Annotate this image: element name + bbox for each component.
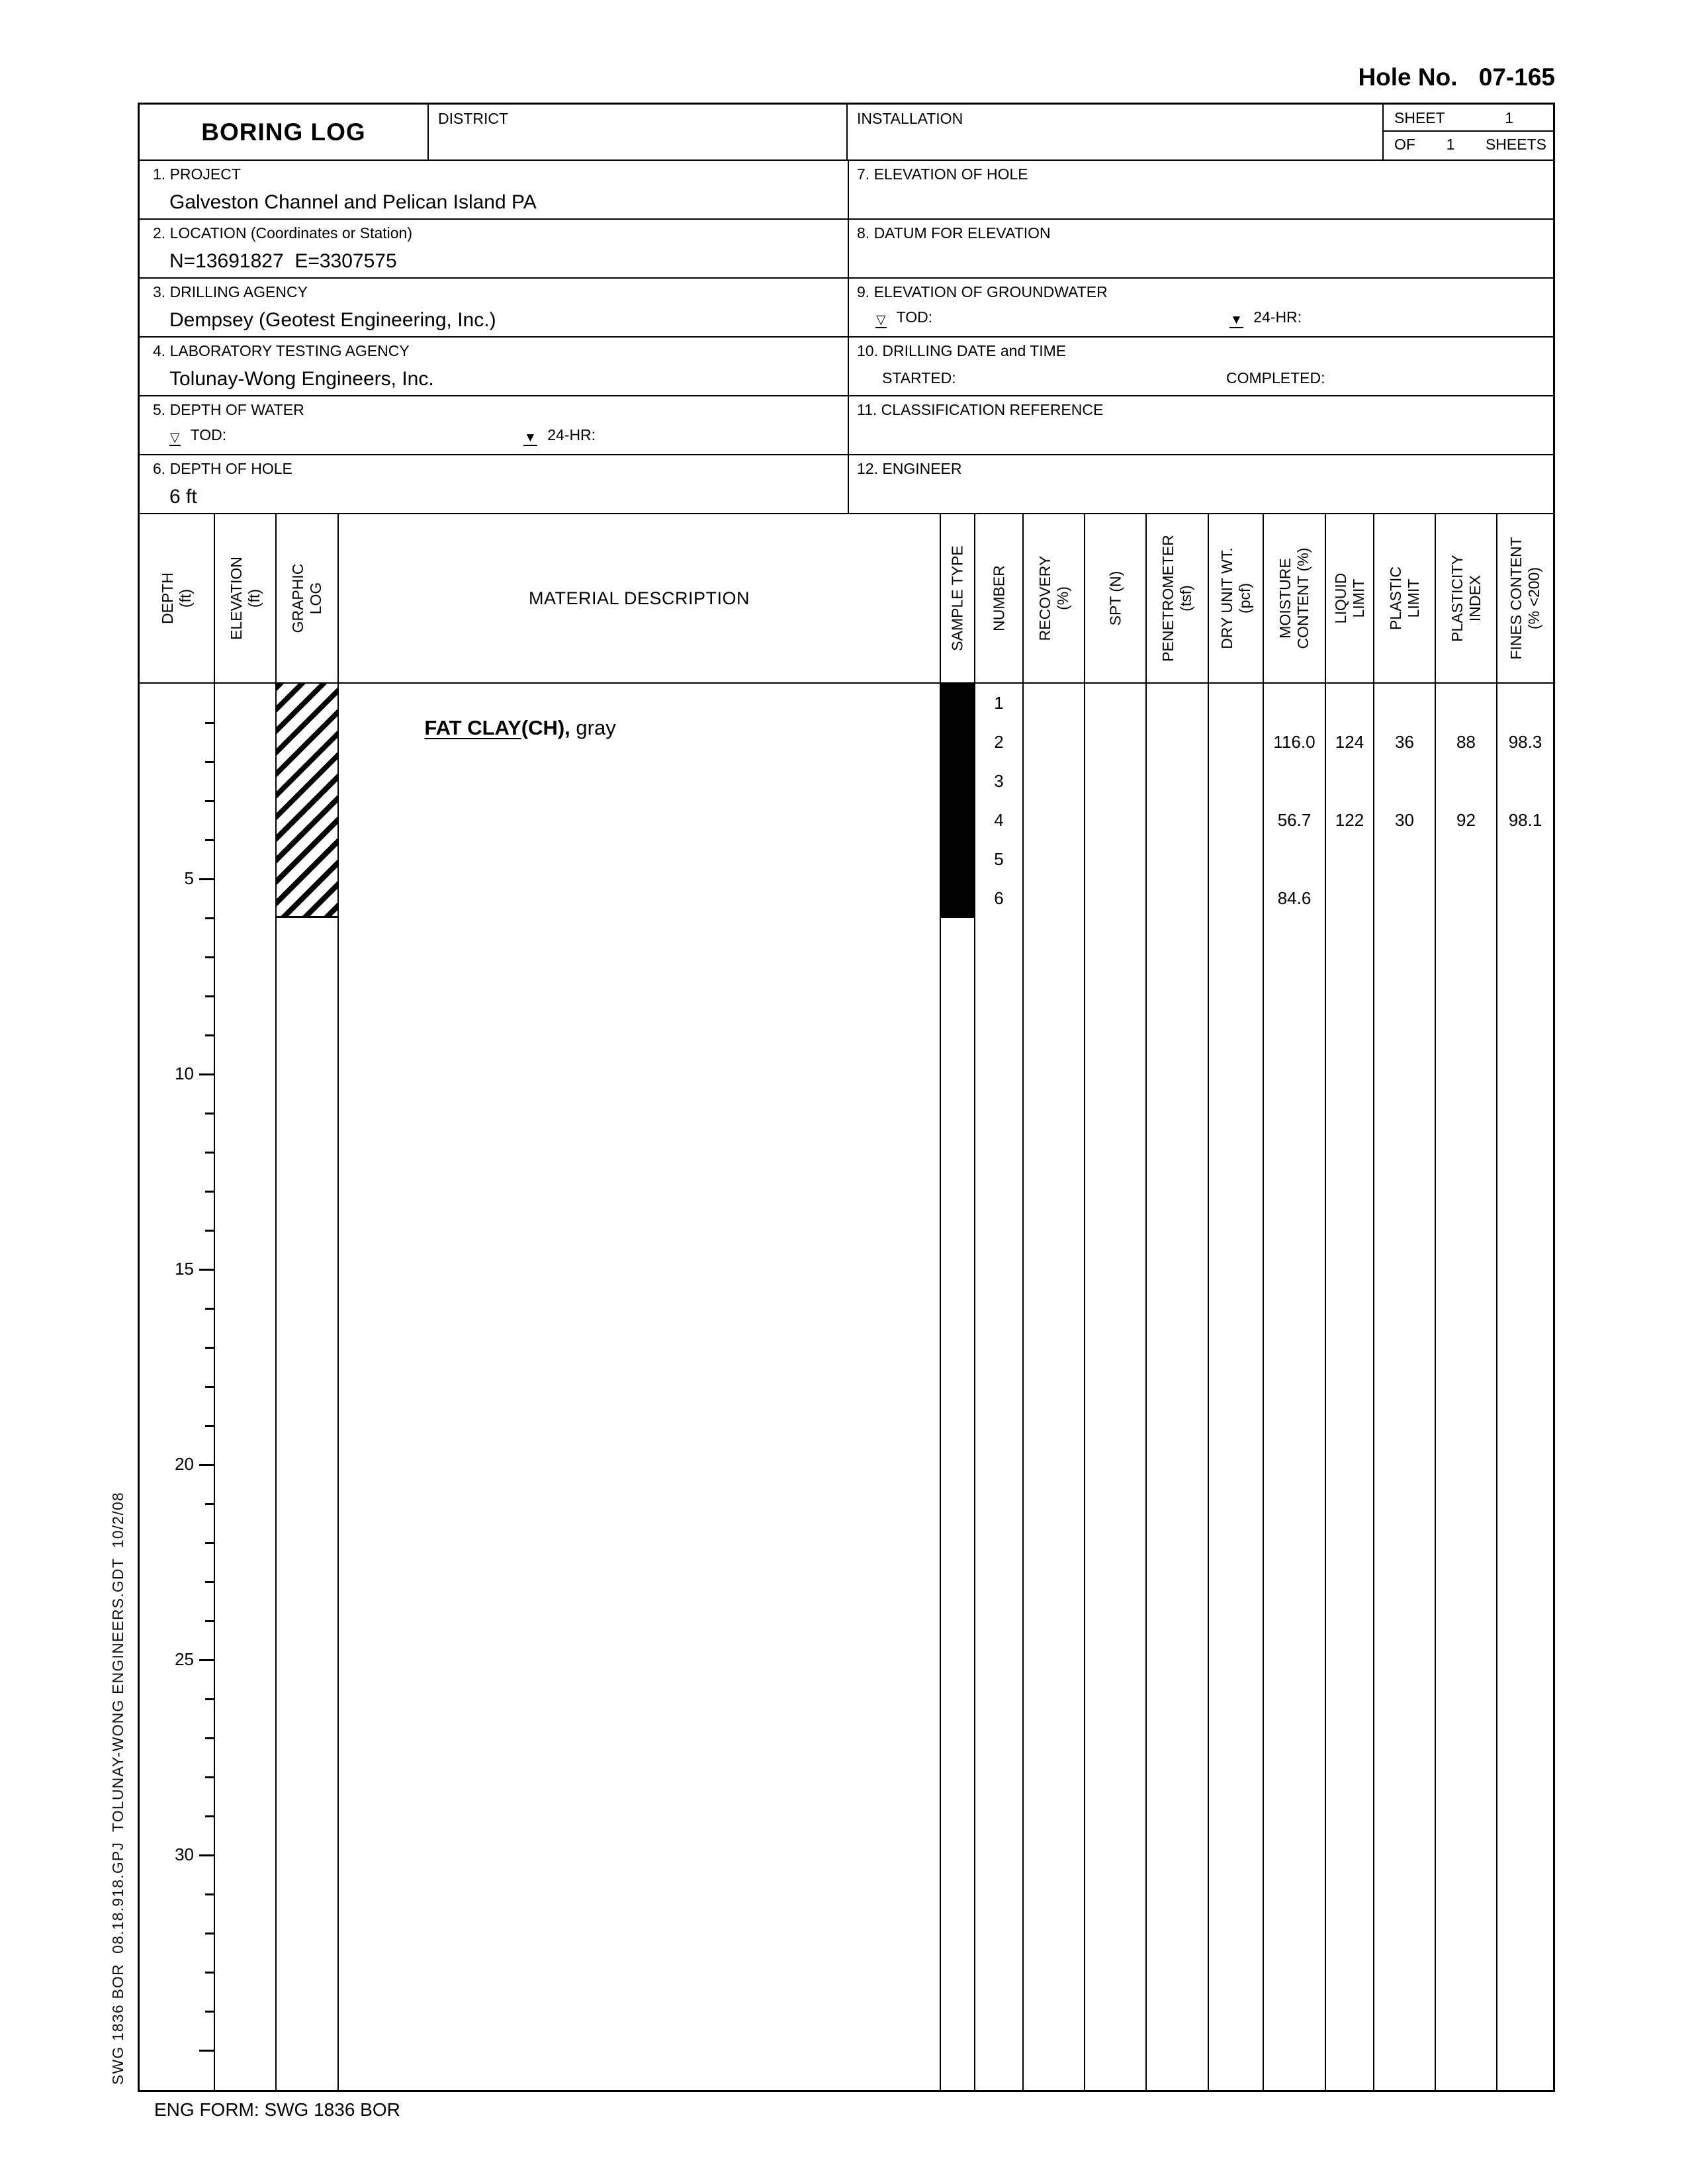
field-classification xyxy=(849,396,1553,454)
samples-plastic-limit xyxy=(1374,684,1435,2090)
fat-clay-hatch-pattern xyxy=(277,684,337,918)
depth-tick xyxy=(205,2011,214,2013)
depth-tick xyxy=(205,1152,214,1154)
depth-tick xyxy=(205,1034,214,1036)
sheets-line xyxy=(1384,132,1553,154)
completed-label: COMPLETED: xyxy=(1226,369,1325,387)
sample-plastic_limit xyxy=(1374,762,1435,801)
depth-tick xyxy=(205,1581,214,1583)
column-liquid-limit-header xyxy=(1326,514,1373,684)
sample-plastic_limit xyxy=(1374,684,1435,723)
depth-tick xyxy=(205,1933,214,1934)
sample-moisture xyxy=(1264,840,1325,879)
elevation-of-hole-label: 7. ELEVATION OF HOLE xyxy=(857,165,1028,183)
depth-tick xyxy=(205,1893,214,1895)
material-description-header-label: MATERIAL DESCRIPTION xyxy=(528,588,750,608)
sheet-number: 1 xyxy=(1505,109,1513,126)
depth-tick xyxy=(205,761,214,763)
drilling-date-label: 10. DRILLING DATE and TIME xyxy=(857,342,1067,359)
depth-tick xyxy=(205,1191,214,1193)
water-level-open-icon: ▽ xyxy=(170,431,180,445)
sample-number: 1 xyxy=(994,693,1004,713)
column-header-line: (pcf) xyxy=(1235,583,1253,614)
groundwater-tod xyxy=(875,308,932,328)
engineer-label: 12. ENGINEER xyxy=(857,460,962,477)
column-header-line: (ft) xyxy=(177,588,194,608)
depth-label: 20 xyxy=(175,1453,194,1474)
sample-number: 3 xyxy=(994,771,1004,791)
project-value: Galveston Channel and Pelican Island PA xyxy=(169,191,537,213)
sample-liquid_limit xyxy=(1326,840,1373,879)
column-number xyxy=(975,514,1024,2090)
column-header-line: DRY UNIT WT. xyxy=(1218,547,1235,649)
sheet-label: SHEET xyxy=(1394,109,1445,126)
samples-liquid-limit xyxy=(1326,684,1373,2090)
depth-tick xyxy=(205,1620,214,1622)
sample-fines_content xyxy=(1497,879,1553,918)
depth-tick xyxy=(205,800,214,802)
form-row-4 xyxy=(140,338,1553,396)
log-table xyxy=(140,514,1553,2090)
depth-tick xyxy=(205,1503,214,1505)
depth-tick xyxy=(205,1386,214,1388)
depth-tick xyxy=(205,1776,214,1778)
depth-axis xyxy=(140,684,214,2090)
location-label: 2. LOCATION (Coordinates or Station) xyxy=(153,224,412,242)
sample-number: 2 xyxy=(994,732,1004,752)
column-liquid-limit xyxy=(1326,514,1374,2090)
column-recovery xyxy=(1024,514,1085,2090)
sidebar-filename-text: SWG 1836 BOR 08.18.918.GPJ TOLUNAY-WONG ENGINEERS.GDT 10/2/08 xyxy=(109,1491,126,2085)
column-material-description-header xyxy=(339,514,940,684)
column-header-line: SPT (N) xyxy=(1106,570,1124,626)
water-level-filled-icon: ▼ xyxy=(1230,313,1243,327)
depth-tick xyxy=(205,1113,214,1115)
hole-number-value: 07-165 xyxy=(1478,64,1555,91)
sample-liquid_limit xyxy=(1326,879,1373,918)
samples-plasticity-index xyxy=(1436,684,1496,2090)
drilling-agency-label: 3. DRILLING AGENCY xyxy=(153,283,308,300)
drilling-started xyxy=(882,369,956,387)
form-row-5 xyxy=(140,396,1553,455)
sample-moisture: 84.6 xyxy=(1277,888,1312,908)
samples-fines-content xyxy=(1497,684,1553,2090)
spt-body xyxy=(1085,684,1145,2090)
column-header-line: LIQUID xyxy=(1331,572,1349,624)
sample-type-bar xyxy=(941,684,974,918)
column-plasticity-index-header xyxy=(1436,514,1496,684)
depth-tick xyxy=(199,1659,214,1661)
column-fines-content-header xyxy=(1497,514,1553,684)
column-header-line: FINES CONTENT xyxy=(1507,537,1525,660)
depth-tick xyxy=(199,1854,214,1856)
hole-number-label: Hole No. xyxy=(1358,64,1458,91)
project-label: 1. PROJECT xyxy=(153,165,241,183)
graphic-log-body xyxy=(277,684,337,2090)
column-header-line: LIMIT xyxy=(1349,578,1367,618)
column-header-line: ELEVATION xyxy=(227,557,245,640)
sample-plastic_limit: 30 xyxy=(1395,810,1414,830)
dry-unit-wt-body xyxy=(1209,684,1263,2090)
material-name: FAT CLAY xyxy=(424,716,521,739)
field-engineer xyxy=(849,455,1553,513)
column-number-header xyxy=(975,514,1022,684)
boring-log-form xyxy=(138,103,1555,2092)
sheet-line xyxy=(1384,105,1553,132)
column-header-line: LIMIT xyxy=(1404,578,1422,618)
column-header-line: (% <200) xyxy=(1525,567,1542,629)
material-modifier: gray xyxy=(570,716,616,739)
field-drilling-date xyxy=(849,338,1553,395)
penetrometer-body xyxy=(1147,684,1208,2090)
column-header-line: (ft) xyxy=(245,588,263,608)
depth-tick xyxy=(205,839,214,841)
samples-moisture xyxy=(1264,684,1325,2090)
column-moisture-content xyxy=(1264,514,1326,2090)
depth-label: 25 xyxy=(175,1649,194,1669)
column-depth-header xyxy=(140,514,214,684)
sample-moisture: 56.7 xyxy=(1277,810,1312,830)
field-district xyxy=(429,105,848,159)
depth-tick xyxy=(199,2050,214,2052)
sample-plasticity_index: 88 xyxy=(1456,732,1476,752)
column-fines-content xyxy=(1497,514,1553,2090)
sample-plasticity_index xyxy=(1436,762,1496,801)
of-number: 1 xyxy=(1446,136,1455,153)
groundwater-24hr xyxy=(1229,308,1302,328)
lab-agency-value: Tolunay-Wong Engineers, Inc. xyxy=(169,368,434,390)
sample-number: 4 xyxy=(994,810,1004,830)
column-sample-type xyxy=(941,514,975,2090)
field-depth-of-water xyxy=(140,396,849,454)
installation-label: INSTALLATION xyxy=(857,110,963,127)
depth-tick xyxy=(205,1815,214,1817)
column-elevation xyxy=(215,514,277,2090)
column-header-line: SAMPLE TYPE xyxy=(948,545,966,651)
depth-label: 5 xyxy=(184,868,194,888)
water-level-filled-icon: ▼ xyxy=(524,431,537,445)
column-header-line: NUMBER xyxy=(990,565,1007,631)
column-spt-header xyxy=(1085,514,1145,684)
field-project xyxy=(140,161,849,218)
field-groundwater xyxy=(849,279,1553,336)
depth-tick xyxy=(205,917,214,919)
elevation-body xyxy=(215,684,275,2090)
field-elevation-of-hole xyxy=(849,161,1553,218)
depth-tick xyxy=(205,956,214,958)
depth-tick xyxy=(205,1425,214,1427)
depth-tick xyxy=(199,1269,214,1271)
sample-plasticity_index xyxy=(1436,684,1496,723)
depth-of-water-24hr-label: 24-HR: xyxy=(547,426,596,443)
depth-of-water-tod-label: TOD: xyxy=(190,426,227,443)
column-plastic-limit xyxy=(1374,514,1436,2090)
form-title xyxy=(140,105,429,159)
depth-of-hole-value: 6 ft xyxy=(169,486,197,508)
column-penetrometer xyxy=(1147,514,1209,2090)
sample-plasticity_index xyxy=(1436,879,1496,918)
depth-tick xyxy=(205,995,214,997)
column-graphic-log xyxy=(277,514,339,2090)
column-plastic-limit-header xyxy=(1374,514,1435,684)
column-header-line: MOISTURE xyxy=(1276,558,1294,639)
column-depth xyxy=(140,514,215,2090)
depth-of-water-label: 5. DEPTH OF WATER xyxy=(153,401,304,418)
sample-moisture xyxy=(1264,762,1325,801)
material-description xyxy=(339,684,940,764)
groundwater-24hr-label: 24-HR: xyxy=(1253,308,1302,326)
form-row-6 xyxy=(140,455,1553,514)
form-title-text: BORING LOG xyxy=(201,118,366,146)
field-sheet xyxy=(1384,105,1553,159)
depth-of-water-tod xyxy=(169,426,226,446)
sample-liquid_limit: 122 xyxy=(1335,810,1364,830)
material-uscs-class: (CH), xyxy=(521,716,570,739)
column-header-line: PLASTICITY xyxy=(1448,555,1466,642)
column-header-line: PENETROMETER xyxy=(1159,535,1177,662)
column-header-line: (tsf) xyxy=(1177,585,1194,612)
column-sample-type-header xyxy=(941,514,974,684)
depth-tick xyxy=(205,1308,214,1310)
depth-of-water-24hr xyxy=(523,426,596,446)
depth-label: 30 xyxy=(175,1844,194,1864)
district-label: DISTRICT xyxy=(438,110,509,127)
started-label: STARTED: xyxy=(882,369,956,387)
sample-fines_content xyxy=(1497,762,1553,801)
depth-of-hole-label: 6. DEPTH OF HOLE xyxy=(153,460,292,477)
sample-plasticity_index xyxy=(1436,840,1496,879)
sample-moisture: 116.0 xyxy=(1273,732,1315,752)
sample-liquid_limit xyxy=(1326,684,1373,723)
material-description-body xyxy=(339,684,940,2090)
form-header-row xyxy=(140,105,1553,161)
depth-tick xyxy=(205,1230,214,1232)
column-spt xyxy=(1085,514,1147,2090)
column-header-line: GRAPHIC xyxy=(289,563,306,633)
form-row-2 xyxy=(140,220,1553,279)
sample-type-body xyxy=(941,684,974,2090)
column-header-line: INDEX xyxy=(1466,574,1484,622)
depth-tick xyxy=(199,878,214,880)
column-moisture-content-header xyxy=(1264,514,1325,684)
column-header-line: (%) xyxy=(1053,586,1071,610)
sample-plastic_limit: 36 xyxy=(1395,732,1414,752)
lab-agency-label: 4. LABORATORY TESTING AGENCY xyxy=(153,342,410,359)
sample-moisture xyxy=(1264,684,1325,723)
groundwater-tod-label: TOD: xyxy=(896,308,933,326)
column-penetrometer-header xyxy=(1147,514,1208,684)
classification-label: 11. CLASSIFICATION REFERENCE xyxy=(857,401,1104,418)
field-depth-of-hole xyxy=(140,455,849,513)
column-recovery-header xyxy=(1024,514,1084,684)
column-elevation-header xyxy=(215,514,275,684)
sample-fines_content xyxy=(1497,684,1553,723)
depth-label: 10 xyxy=(175,1063,194,1083)
sheets-label: SHEETS xyxy=(1485,136,1546,153)
depth-tick xyxy=(205,1698,214,1700)
hole-number xyxy=(138,64,1555,91)
column-dry-unit-wt xyxy=(1209,514,1264,2090)
column-dry-unit-wt-header xyxy=(1209,514,1263,684)
depth-tick xyxy=(205,722,214,724)
water-level-open-icon: ▽ xyxy=(876,313,886,327)
field-installation xyxy=(848,105,1384,159)
depth-tick xyxy=(199,1464,214,1466)
groundwater-label: 9. ELEVATION OF GROUNDWATER xyxy=(857,283,1108,300)
depth-label: 15 xyxy=(175,1258,194,1279)
location-value: N=13691827 E=3307575 xyxy=(169,250,397,272)
sample-fines_content xyxy=(1497,840,1553,879)
field-drilling-agency xyxy=(140,279,849,336)
of-label: OF xyxy=(1394,136,1415,153)
sample-liquid_limit: 124 xyxy=(1335,732,1364,752)
sample-liquid_limit xyxy=(1326,762,1373,801)
column-plasticity-index xyxy=(1436,514,1497,2090)
datum-label: 8. DATUM FOR ELEVATION xyxy=(857,224,1051,242)
sample-number: 5 xyxy=(994,849,1004,869)
samples-number xyxy=(975,684,1022,2090)
depth-tick xyxy=(205,1542,214,1544)
depth-tick xyxy=(199,1073,214,1075)
field-location xyxy=(140,220,849,277)
column-header-line: DEPTH xyxy=(159,572,176,624)
recovery-body xyxy=(1024,684,1084,2090)
depth-tick xyxy=(205,1347,214,1349)
sample-fines_content: 98.3 xyxy=(1508,732,1542,752)
field-lab-agency xyxy=(140,338,849,395)
column-header-line: PLASTIC xyxy=(1386,567,1404,630)
column-header-line: RECOVERY xyxy=(1036,555,1053,641)
drilling-completed xyxy=(1226,369,1325,387)
sample-number: 6 xyxy=(994,888,1004,908)
form-footer: ENG FORM: SWG 1836 BOR xyxy=(154,2099,400,2120)
column-header-line: LOG xyxy=(307,582,324,615)
column-graphic-log-header xyxy=(277,514,337,684)
sample-plastic_limit xyxy=(1374,840,1435,879)
sample-fines_content: 98.1 xyxy=(1508,810,1542,830)
column-material-description xyxy=(339,514,941,2090)
sample-plastic_limit xyxy=(1374,879,1435,918)
column-header-line: CONTENT (%) xyxy=(1294,547,1312,649)
sample-plasticity_index: 92 xyxy=(1456,810,1476,830)
drilling-agency-value: Dempsey (Geotest Engineering, Inc.) xyxy=(169,309,496,331)
depth-tick xyxy=(205,1737,214,1739)
form-row-1 xyxy=(140,161,1553,220)
field-datum xyxy=(849,220,1553,277)
depth-tick xyxy=(205,1972,214,1974)
form-row-3 xyxy=(140,279,1553,338)
